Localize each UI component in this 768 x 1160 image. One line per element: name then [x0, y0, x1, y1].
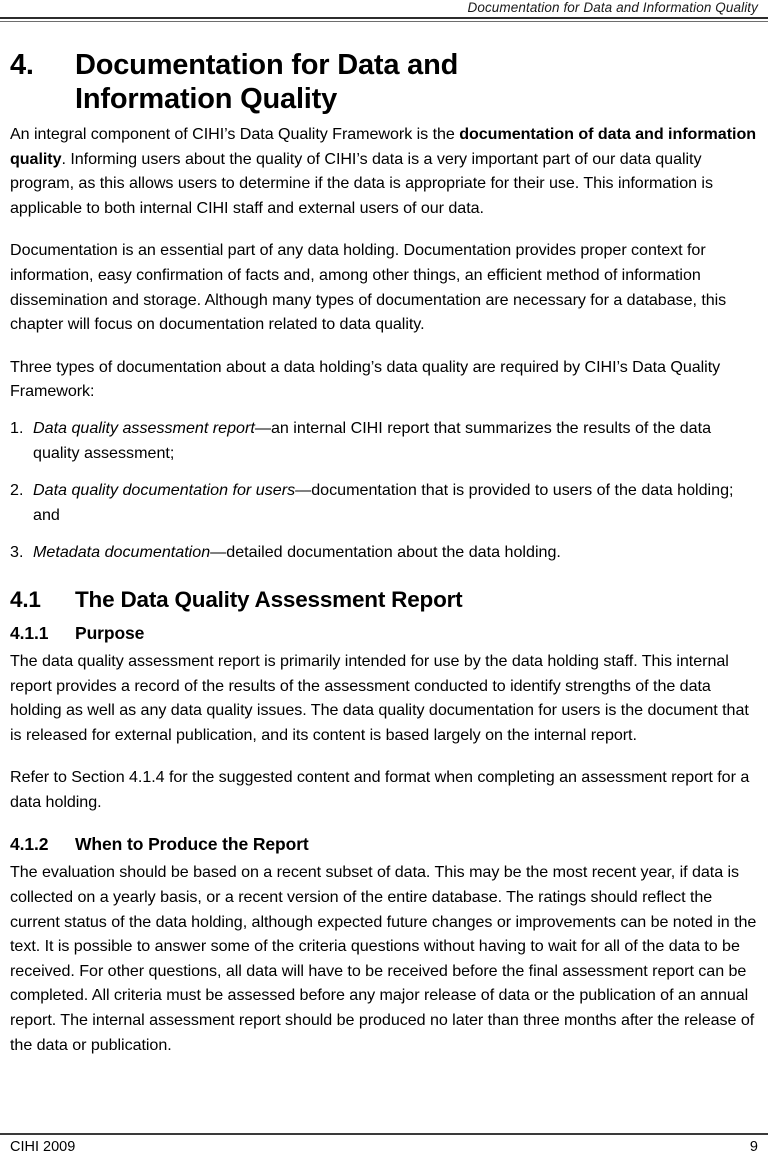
chapter-number: 4. [10, 49, 34, 81]
running-header-title: Documentation for Data and Information Quality [467, 0, 758, 15]
list-item-marker: 3. [10, 543, 24, 562]
page-content [10, 48, 760, 1075]
list-item [10, 540, 760, 565]
chapter-title [10, 48, 760, 116]
subsection-title-4-1-1: Purpose [75, 622, 145, 643]
footer-rule [0, 1133, 768, 1135]
list-item-term: Metadata documentation [33, 543, 211, 562]
list-item-term: Data quality assessment report [33, 418, 255, 437]
subsection-number-4-1-1: 4.1.1 [10, 622, 49, 643]
intro-bold-phrase-1: documentation of data and [459, 125, 664, 143]
page-footer [10, 1138, 758, 1156]
list-item-marker: 2. [10, 481, 24, 500]
chapter-title-text [75, 48, 495, 116]
paragraph-refer-section: Refer to Section 4.1.4 for the suggested content and format when completing an assessment report for a data holding. [10, 768, 750, 811]
section-title-4-1: The Data Quality Assessment Report [75, 586, 463, 612]
subsection-title-4-1-2: When to Produce the Report [75, 834, 309, 855]
list-item-rest: —documentation that is provided to users of the data holding; and [33, 481, 734, 524]
chapter-title-line2: Information Quality [75, 83, 338, 115]
list-item-rest: —detailed documentation about the data holding. [210, 543, 561, 562]
section-number-4-1: 4.1 [10, 586, 41, 612]
list-item [10, 416, 760, 465]
paragraph-when-to-produce-body: The evaluation should be based on a recent subset of data. This may be the most recent year, if data is collected on a yearly basis, or a recent version of the entire database. The ratings should reflect the current status of the data holding, although expected future changes or improvements can be noted in the text. It is possible to answer some of the criteria questions without having to wait for all of the data to be received. For other questions, all data will have to be received before the final assessment report can be completed. All criteria must be assessed before any major release of data or the publication of an annual report. The internal assessment report should be produced no later than three months after the release of the data or publication. [10, 863, 757, 1054]
intro-bold-phrase-2: information quality [10, 125, 757, 168]
paragraph-documentation-essential: Documentation is an essential part of any data holding. Documentation provides proper context for information, easy confirmation of facts and, among other things, an efficient method of information dissemination and storage. Although many types of documentation are necessary for a database, this chapter will focus on documentation related to data quality. [10, 241, 727, 334]
list-item-rest: —an internal CIHI report that summarizes the results of the data quality assessment; [33, 418, 712, 462]
intro-text-part1: An integral component of CIHI’s Data Quality Framework is the [10, 125, 460, 143]
footer-left-text: CIHI 2009 [10, 1139, 76, 1155]
list-item-term: Data quality documentation for users [33, 481, 296, 500]
numbered-list [10, 416, 760, 565]
paragraph-intro [10, 122, 760, 220]
subsection-heading-4-1-2 [10, 832, 760, 856]
list-item-marker: 1. [10, 418, 24, 437]
subsection-heading-4-1-1 [10, 621, 760, 645]
paragraph-three-types-lead: Three types of documentation about a data holding’s data quality are required by CIHI’s Data Quality Framework: [10, 357, 721, 401]
list-item [10, 478, 760, 527]
footer-page-number: 9 [749, 1139, 758, 1155]
paragraph-purpose-body: The data quality assessment report is primarily intended for use by the data holding staff. This internal report provides a record of the results of the assessment conducted to identify strengths of the data holding as well as any data quality issues. The data quality documentation for users is the document that is released for external publication, and its content is based largely on the internal report. [10, 651, 749, 744]
header-rule-thin [0, 21, 768, 22]
subsection-number-4-1-2: 4.1.2 [10, 834, 49, 855]
intro-text-part2: . Informing users about the quality of CIHI’s data is a very important part of our data quality program, as this allows users to determine if the data is appropriate for their use. This information is applicable to both internal CIHI staff and external users of our data. [10, 149, 713, 217]
section-heading-4-1 [10, 585, 760, 615]
chapter-title-line1: Documentation for Data and [75, 49, 459, 81]
header-rule-thick [0, 17, 768, 19]
